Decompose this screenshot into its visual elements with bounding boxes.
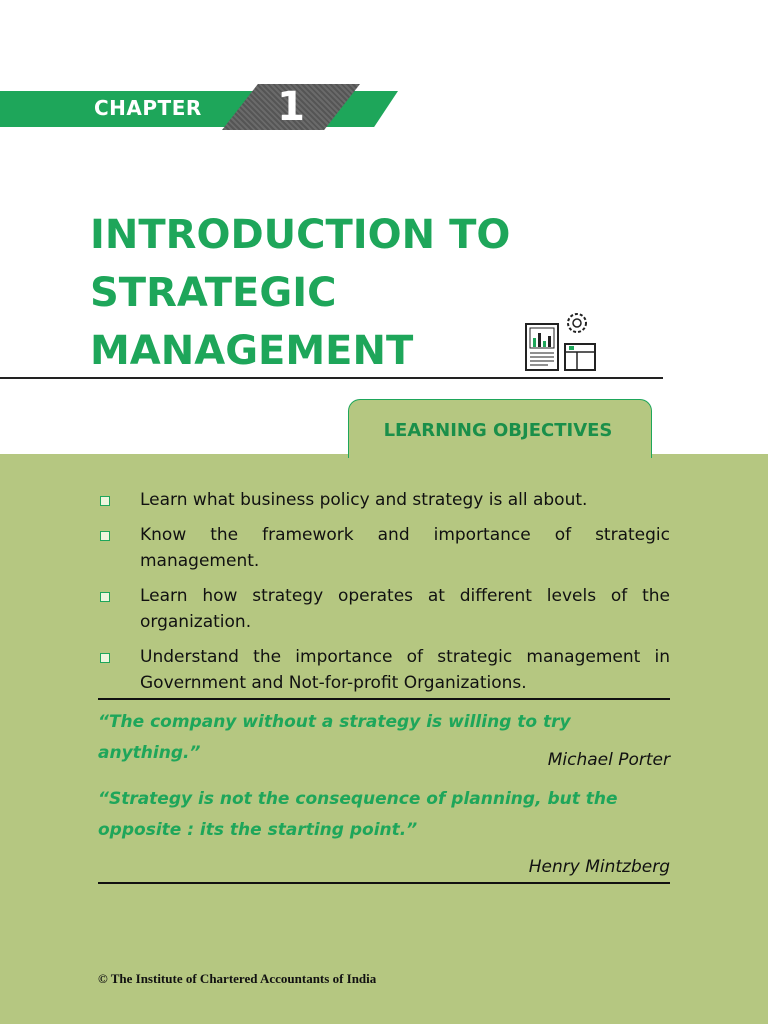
title-divider (0, 377, 663, 379)
square-bullet-icon (100, 531, 110, 541)
copyright-footer: © The Institute of Chartered Accountants of India (98, 971, 377, 986)
chapter-label: CHAPTER (94, 96, 202, 120)
chapter-title-line: STRATEGIC (90, 270, 337, 316)
quote-text: “Strategy is not the consequence of planning, but the opposite : its the starting point.” (98, 789, 618, 840)
chapter-title (90, 206, 510, 380)
learning-objectives-heading: LEARNING OBJECTIVES (383, 420, 613, 441)
list-item (98, 583, 670, 635)
square-bullet-icon (100, 496, 110, 506)
objective-text: Learn what business policy and strategy is all about. (140, 490, 588, 510)
objective-text: Learn how strategy operates at different levels of the organization. (140, 586, 670, 632)
quotes-bottom-divider (98, 882, 670, 884)
quote-author: Henry Mintzberg (528, 857, 670, 877)
list-item (98, 644, 670, 696)
square-bullet-icon (100, 592, 110, 602)
quotes-top-divider (98, 698, 670, 700)
chapter-title-line: INTRODUCTION TO (90, 212, 511, 258)
list-item (98, 522, 670, 574)
chapter-title-line: MANAGEMENT (90, 328, 414, 374)
square-bullet-icon (100, 653, 110, 663)
objective-text: Understand the importance of strategic management in Government and Not-for-profit Organizations. (140, 647, 670, 693)
list-item (98, 487, 670, 513)
objectives-list (98, 487, 670, 705)
report-chart-gear-icon (522, 310, 600, 376)
chapter-number: 1 (277, 84, 305, 130)
quote-text: “The company without a strategy is willing to try anything.” (98, 712, 571, 763)
objective-text: Know the framework and importance of strategic management. (140, 525, 670, 571)
quote-author: Michael Porter (547, 750, 670, 770)
